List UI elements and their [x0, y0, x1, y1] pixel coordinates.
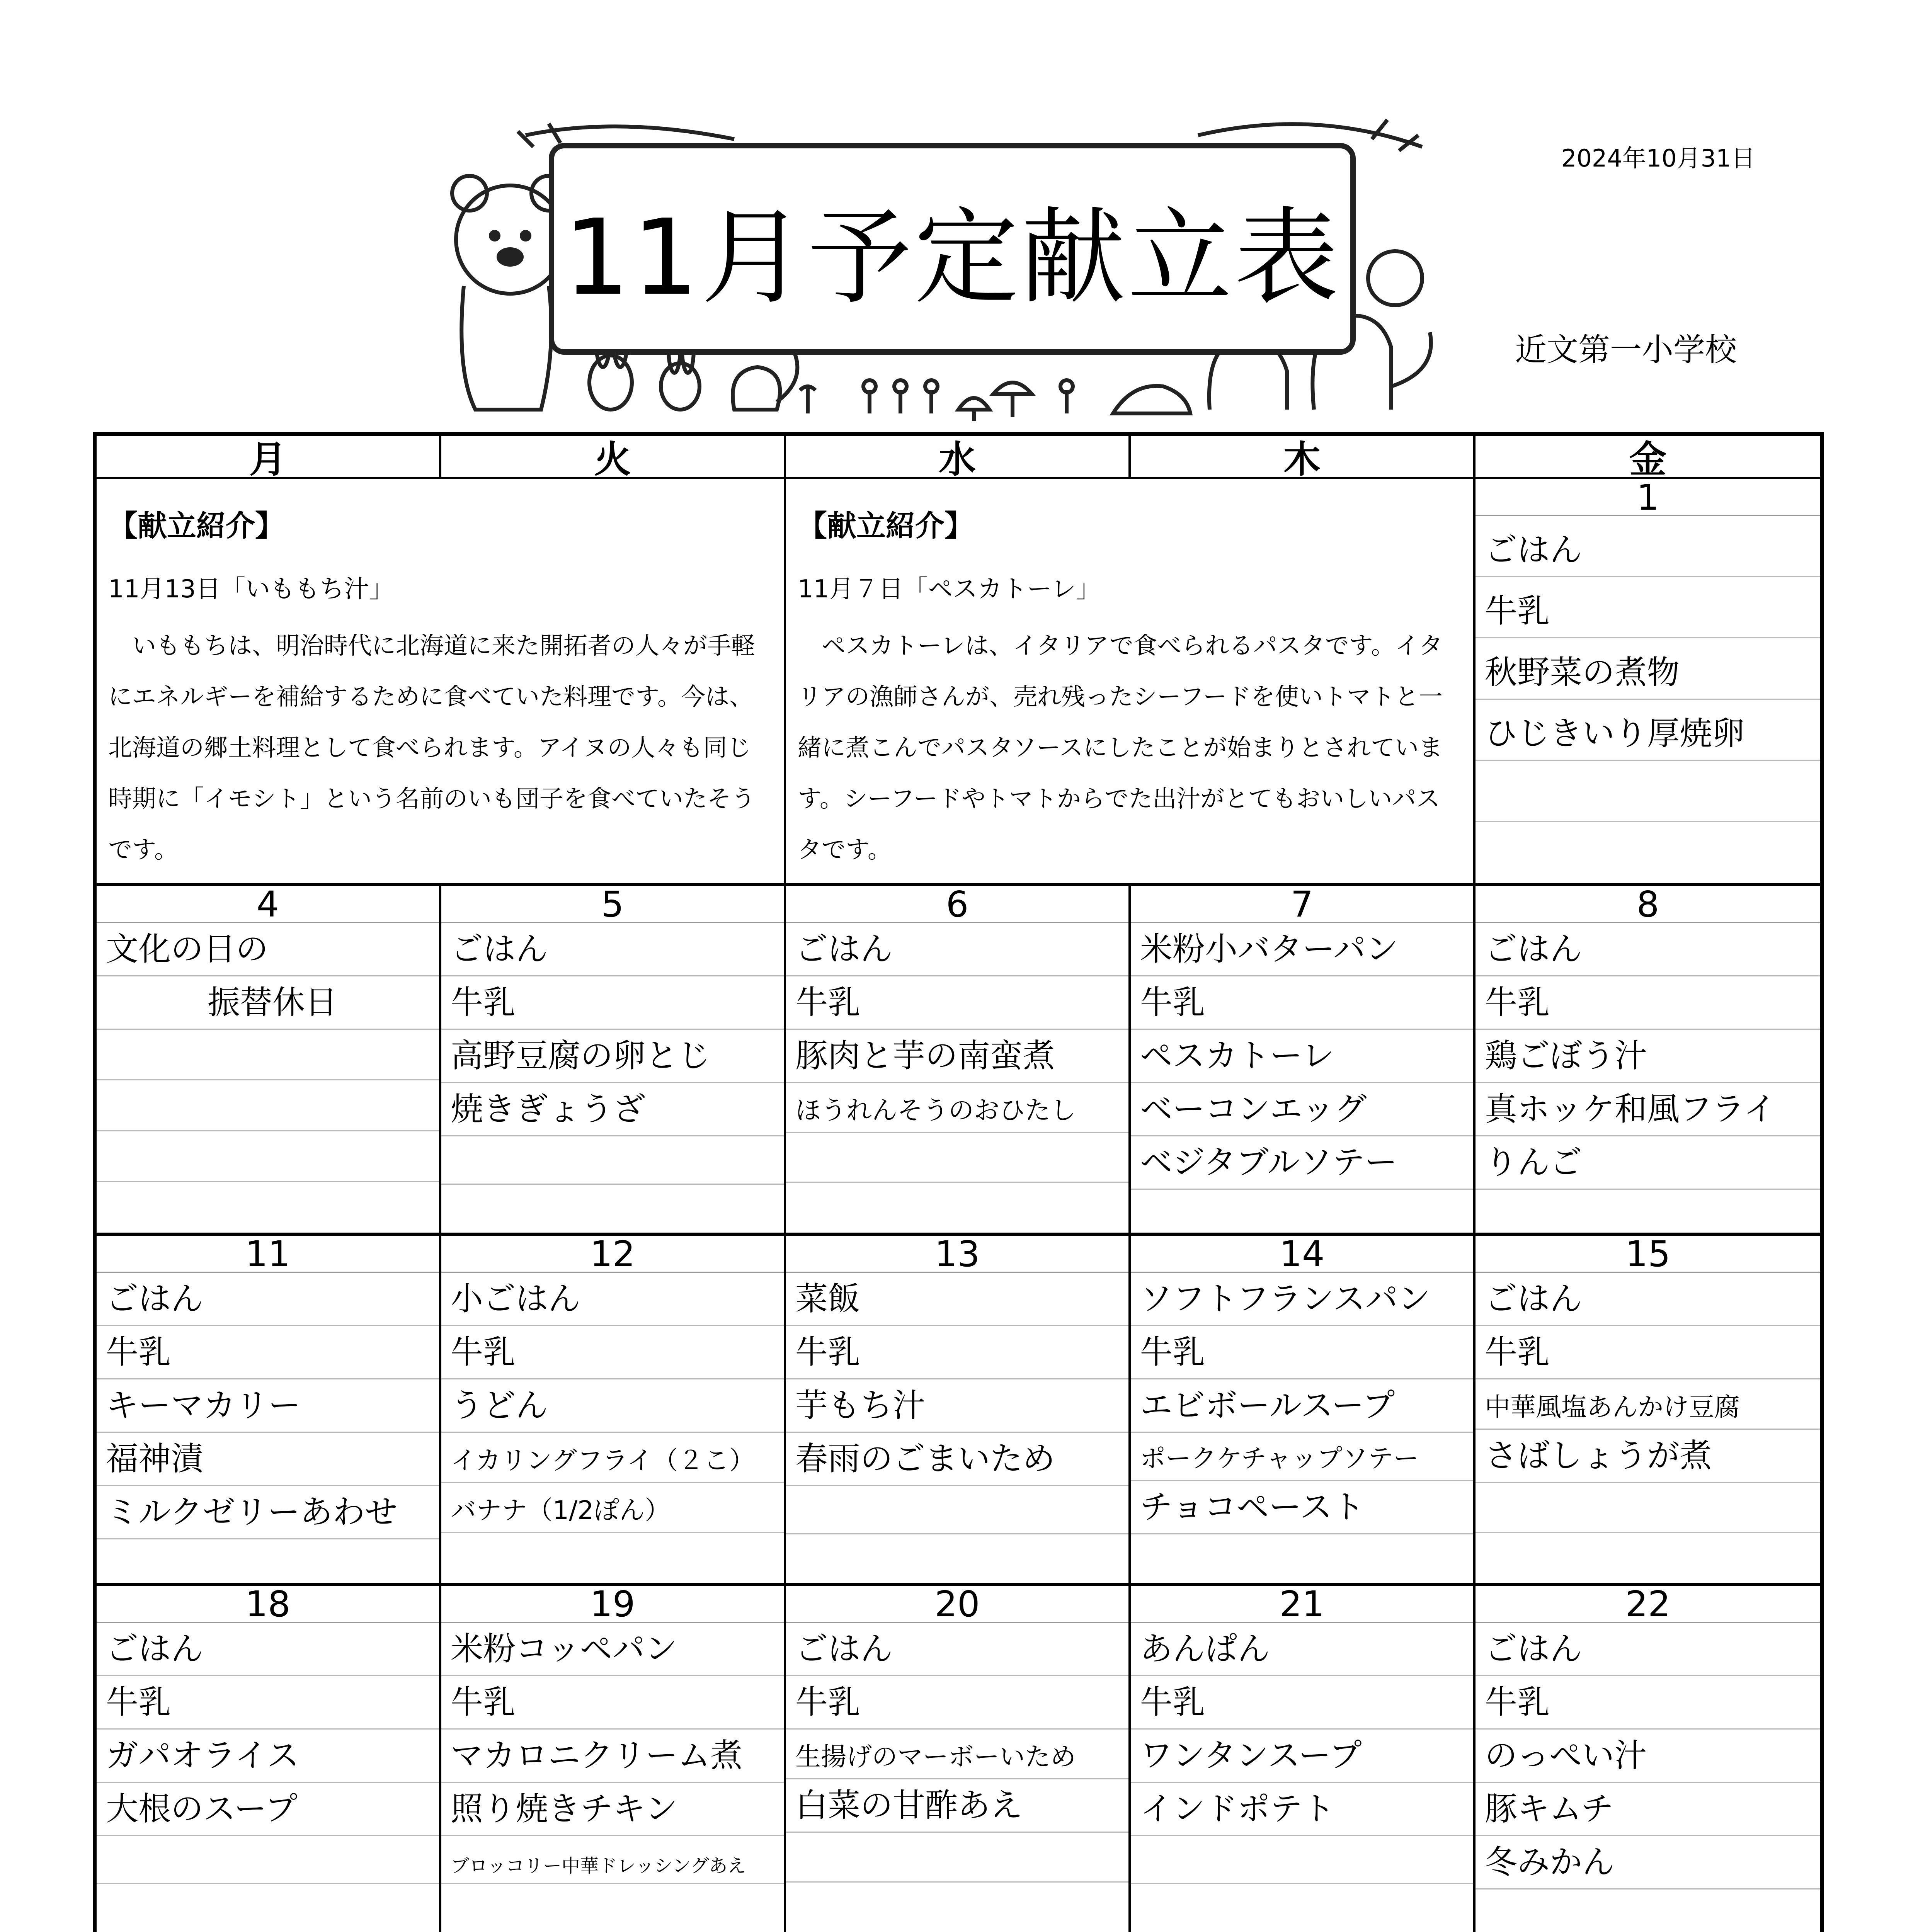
menu-item: [97, 1182, 439, 1233]
weekday-header-mon: 月: [97, 436, 441, 479]
menu-item: ごはん: [1476, 516, 1820, 577]
day-number: 22: [1476, 1586, 1820, 1623]
menu-item: [1131, 1534, 1473, 1583]
day-number: 14: [1131, 1236, 1473, 1273]
day-number: 8: [1476, 886, 1820, 923]
menu-item: [441, 1136, 784, 1185]
weekday-header-tue: 火: [441, 436, 786, 479]
menu-item: ワンタンスープ: [1131, 1730, 1473, 1783]
menu-item: 冬みかん: [1476, 1836, 1820, 1889]
menu-item: [1476, 1889, 1820, 1932]
menu-item: 豚キムチ: [1476, 1783, 1820, 1836]
menu-item: 高野豆腐の卵とじ: [441, 1030, 784, 1083]
menu-item: [1476, 761, 1820, 822]
menu-item: 牛乳: [1131, 976, 1473, 1030]
menu-item: [97, 1080, 439, 1131]
menu-item: あんぱん: [1131, 1623, 1473, 1676]
intro-heading: 【献立紹介】: [108, 509, 284, 543]
menu-item: [97, 1030, 439, 1080]
menu-item: 菜飯: [786, 1273, 1128, 1326]
menu-item: [97, 1836, 439, 1884]
menu-item: ごはん: [97, 1273, 439, 1326]
menu-item: 文化の日の: [97, 923, 439, 976]
menu-item: 秋野菜の煮物: [1476, 638, 1820, 699]
menu-item: [1476, 1190, 1820, 1233]
menu-item: [786, 1486, 1128, 1534]
menu-calendar-table: [93, 432, 1824, 1932]
intro-heading: 【献立紹介】: [798, 509, 974, 543]
weekday-header-wed: 水: [786, 436, 1131, 479]
menu-item: [1131, 1884, 1473, 1932]
menu-item: 生揚げのマーボーいため: [786, 1730, 1128, 1779]
intro-body: ペスカトーレは、イタリアで食べられるパスタです。イタリアの漁師さんが、売れ残ったシーフードを使いトマトと一緒に煮こんでパスタソースにしたことが始まりとされています。シーフードやトマトからでた出汁がとてもおいしいパスタです。: [798, 631, 1443, 864]
menu-item: ソフトフランスパン: [1131, 1273, 1473, 1326]
menu-intro-imomochi: [97, 479, 786, 886]
menu-item: 福神漬: [97, 1433, 439, 1486]
menu-item: [786, 1883, 1128, 1932]
day-number: 11: [97, 1236, 439, 1273]
menu-item: エビボールスープ: [1131, 1379, 1473, 1433]
day-number: 21: [1131, 1586, 1473, 1623]
menu-item: 牛乳: [441, 1326, 784, 1379]
day-cell-11: [97, 1233, 441, 1585]
menu-item: りんご: [1476, 1136, 1820, 1190]
menu-intro-pescatore: [786, 479, 1476, 886]
day-cell-14: [1131, 1233, 1476, 1585]
menu-item: 牛乳: [786, 976, 1128, 1030]
menu-item: [1476, 1483, 1820, 1533]
day-cell-6: [786, 886, 1131, 1236]
menu-item: 牛乳: [786, 1326, 1128, 1379]
menu-item: 振替休日: [97, 976, 439, 1030]
menu-item: ごはん: [1476, 1273, 1820, 1326]
menu-item: キーマカリー: [97, 1379, 439, 1433]
menu-item: [786, 1183, 1128, 1233]
menu-item: ごはん: [1476, 923, 1820, 976]
menu-item: 真ホッケ和風フライ: [1476, 1083, 1820, 1136]
menu-item: [1131, 1190, 1473, 1233]
menu-item: インドポテト: [1131, 1783, 1473, 1836]
header: [0, 0, 1918, 433]
menu-item: [1476, 1533, 1820, 1583]
title-frame: [549, 143, 1356, 355]
menu-item: 鶏ごぼう汁: [1476, 1030, 1820, 1083]
menu-item: 牛乳: [786, 1676, 1128, 1730]
menu-item: うどん: [441, 1379, 784, 1433]
day-number: 12: [441, 1236, 784, 1273]
day-number: 4: [97, 886, 439, 923]
day-number: 20: [786, 1586, 1128, 1623]
menu-item: 照り焼きチキン: [441, 1783, 784, 1836]
menu-item: ごはん: [786, 923, 1128, 976]
menu-item: [786, 1534, 1128, 1583]
menu-item: のっぺい汁: [1476, 1730, 1820, 1783]
menu-item: 焼きぎょうざ: [441, 1083, 784, 1136]
intro-body: いももちは、明治時代に北海道に来た開拓者の人々が手軽にエネルギーを補給するために食べていた料理です。今は、北海道の郷土料理として食べられます。アイヌの人々も同じ時期に「イモシト」という名前のいも団子を食べていたそうです。: [108, 631, 756, 864]
day-cell-4: [97, 886, 441, 1236]
day-cell-8: [1476, 886, 1820, 1236]
day-cell-21: [1131, 1583, 1476, 1932]
day-cell-7: [1131, 886, 1476, 1236]
menu-item: [1131, 1836, 1473, 1884]
menu-item: 牛乳: [1476, 1676, 1820, 1730]
day-cell-13: [786, 1233, 1131, 1585]
day-cell-19: [441, 1583, 786, 1932]
menu-item: ごはん: [97, 1623, 439, 1676]
menu-item: 米粉コッペパン: [441, 1623, 784, 1676]
menu-item: 牛乳: [1476, 577, 1820, 638]
menu-item: 牛乳: [1131, 1676, 1473, 1730]
day-cell-5: [441, 886, 786, 1236]
menu-item: ベジタブルソテー: [1131, 1136, 1473, 1190]
menu-item: [97, 1539, 439, 1582]
menu-item: ブロッコリー中華ドレッシングあえ: [441, 1836, 784, 1884]
menu-item: さばしょうが煮: [1476, 1430, 1820, 1483]
day-cell-1: [1476, 479, 1820, 886]
menu-item: [441, 1533, 784, 1583]
menu-item: [786, 1133, 1128, 1183]
day-cell-18: [97, 1583, 441, 1932]
menu-item: 米粉小バターパン: [1131, 923, 1473, 976]
menu-item: 牛乳: [1131, 1326, 1473, 1379]
menu-item: [1476, 822, 1820, 883]
menu-item: チョコペースト: [1131, 1481, 1473, 1534]
issue-date: 2024年10月31日: [1561, 144, 1755, 172]
menu-item: 小ごはん: [441, 1273, 784, 1326]
menu-item: 芋もち汁: [786, 1379, 1128, 1433]
menu-item: ベーコンエッグ: [1131, 1083, 1473, 1136]
menu-item: 豚肉と芋の南蛮煮: [786, 1030, 1128, 1083]
day-cell-12: [441, 1233, 786, 1585]
menu-item: [97, 1884, 439, 1932]
day-number: 15: [1476, 1236, 1820, 1273]
menu-item: 白菜の甘酢あえ: [786, 1779, 1128, 1833]
menu-item: ペスカトーレ: [1131, 1030, 1473, 1083]
menu-item: ひじきいり厚焼卵: [1476, 700, 1820, 761]
day-cell-22: [1476, 1583, 1820, 1932]
menu-item: ごはん: [1476, 1623, 1820, 1676]
menu-item: ミルクゼリーあわせ: [97, 1486, 439, 1539]
menu-item: 牛乳: [1476, 1326, 1820, 1379]
menu-item: 中華風塩あんかけ豆腐: [1476, 1379, 1820, 1429]
menu-item: ごはん: [786, 1623, 1128, 1676]
menu-item: マカロニクリーム煮: [441, 1730, 784, 1783]
school-name: 近文第一小学校: [1515, 332, 1737, 368]
menu-item: [97, 1131, 439, 1182]
day-number: 18: [97, 1586, 439, 1623]
menu-item: 牛乳: [1476, 976, 1820, 1030]
menu-item: イカリングフライ（２こ）: [441, 1433, 784, 1483]
menu-item: [786, 1833, 1128, 1883]
menu-item: 牛乳: [97, 1676, 439, 1730]
menu-item: 牛乳: [441, 1676, 784, 1730]
menu-item: ごはん: [441, 923, 784, 976]
day-number: 1: [1476, 479, 1820, 516]
day-number: 6: [786, 886, 1128, 923]
day-number: 5: [441, 886, 784, 923]
day-number: 7: [1131, 886, 1473, 923]
weekday-header-fri: 金: [1476, 436, 1820, 479]
menu-item: バナナ（1/2ぽん）: [441, 1483, 784, 1533]
menu-item: 大根のスープ: [97, 1783, 439, 1836]
intro-subtitle: 11月７日「ペスカトーレ」: [798, 575, 1101, 604]
day-cell-15: [1476, 1233, 1820, 1585]
menu-item: ガパオライス: [97, 1730, 439, 1783]
menu-item: 春雨のごまいため: [786, 1433, 1128, 1486]
page-title: 11月予定献立表: [563, 197, 1341, 318]
day-cell-20: [786, 1583, 1131, 1932]
day-number: 19: [441, 1586, 784, 1623]
weekday-header-thu: 木: [1131, 436, 1476, 479]
menu-item: ポークケチャップソテー: [1131, 1433, 1473, 1481]
menu-item: 牛乳: [97, 1326, 439, 1379]
menu-item: 牛乳: [441, 976, 784, 1030]
intro-subtitle: 11月13日「いももち汁」: [108, 575, 394, 604]
menu-item: [441, 1185, 784, 1233]
menu-item: ほうれんそうのおひたし: [786, 1083, 1128, 1133]
menu-item: [441, 1884, 784, 1932]
day-number: 13: [786, 1236, 1128, 1273]
